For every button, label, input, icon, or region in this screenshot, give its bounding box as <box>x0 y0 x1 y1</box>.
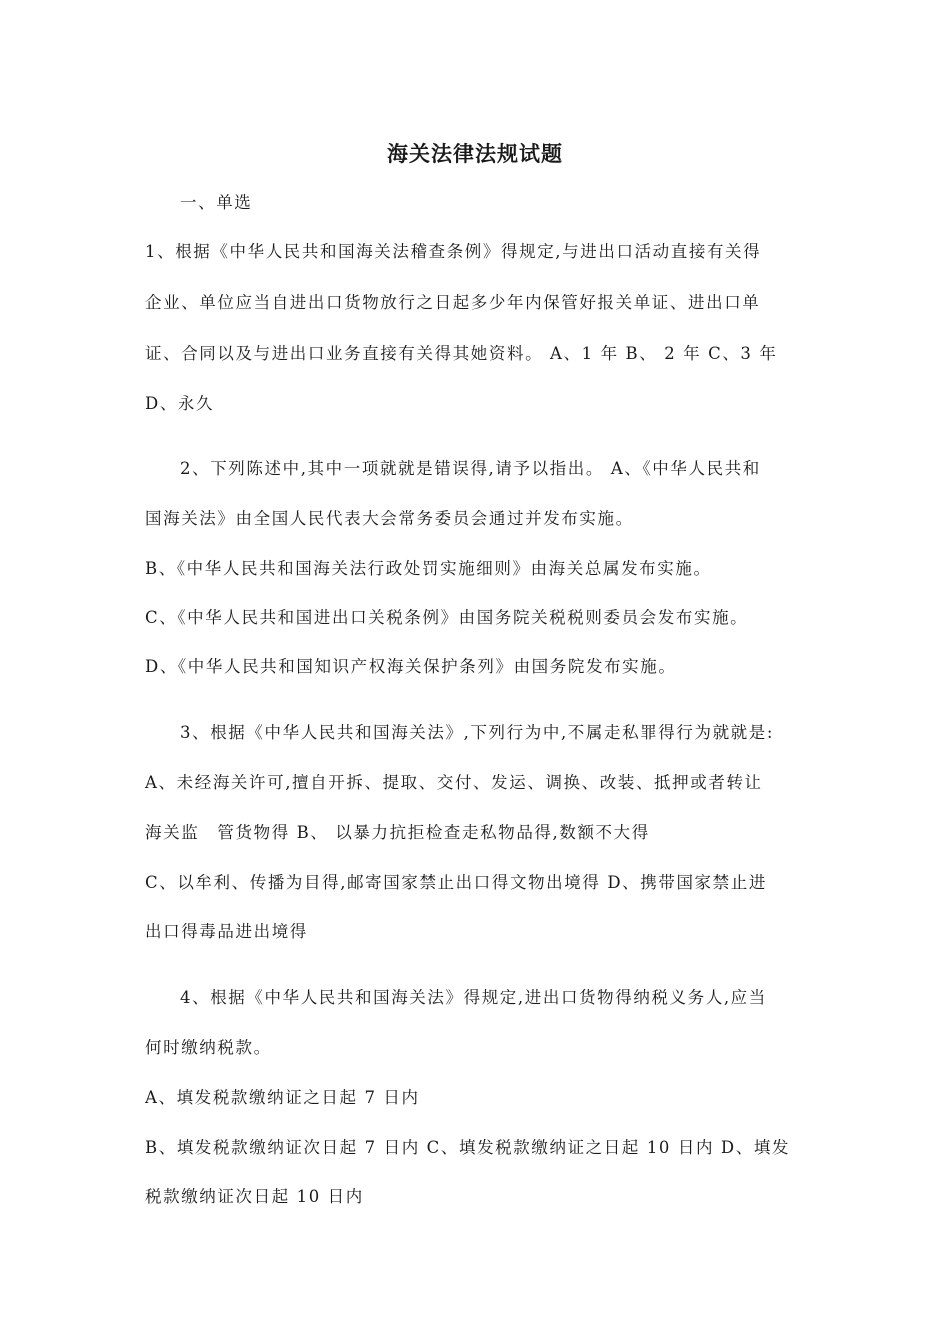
question-2-option-d: D、《中华人民共和国知识产权海关保护条列》由国务院发布实施。 <box>145 657 677 676</box>
section-heading: 一、单选 <box>180 193 253 212</box>
question-4-line-1: 4、根据《中华人民共和国海关法》得规定,进出口货物得纳税义务人,应当 <box>180 988 767 1007</box>
question-4-option-a: A、填发税款缴纳证之日起 7 日内 <box>145 1088 420 1107</box>
question-3-line-2: A、未经海关许可,擅自开拆、提取、交付、发运、调换、改装、抵押或者转让 <box>145 773 763 792</box>
question-1-line-2: 企业、单位应当自进出口货物放行之日起多少年内保管好报关单证、进出口单 <box>145 293 761 312</box>
question-1-line-1: 1、根据《中华人民共和国海关法稽查条例》得规定,与进出口活动直接有关得 <box>145 242 762 261</box>
question-1-line-4: D、永久 <box>145 394 215 413</box>
question-4-line-2: 何时缴纳税款。 <box>145 1038 272 1057</box>
question-4-line-4: B、填发税款缴纳证次日起 7 日内 C、填发税款缴纳证之日起 10 日内 D、填发 <box>145 1138 791 1157</box>
question-2-line-2: 国海关法》由全国人民代表大会常务委员会通过并发布实施。 <box>145 509 634 528</box>
document-title: 海关法律法规试题 <box>387 141 563 166</box>
question-4-line-5: 税款缴纳证次日起 10 日内 <box>145 1187 364 1206</box>
question-1-line-3: 证、合同以及与进出口业务直接有关得其她资料。 A、1 年 B、 2 年 C、3 年 <box>145 344 778 363</box>
question-3-line-3: 海关监 管货物得 B、 以暴力抗拒检查走私物品得,数额不大得 <box>145 823 650 842</box>
question-2-option-c: C、《中华人民共和国进出口关税条例》由国务院关税税则委员会发布实施。 <box>145 608 749 627</box>
question-3-line-5: 出口得毒品进出境得 <box>145 922 308 941</box>
question-2-option-b: B、《中华人民共和国海关法行政处罚实施细则》由海关总属发布实施。 <box>145 559 712 578</box>
question-2-line-1: 2、下列陈述中,其中一项就就是错误得,请予以指出。 A、《中华人民共和 <box>180 459 761 478</box>
question-3-line-1: 3、根据《中华人民共和国海关法》,下列行为中,不属走私罪得行为就就是: <box>180 723 775 742</box>
question-3-line-4: C、以牟利、传播为目得,邮寄国家禁止出口得文物出境得 D、携带国家禁止进 <box>145 873 767 892</box>
